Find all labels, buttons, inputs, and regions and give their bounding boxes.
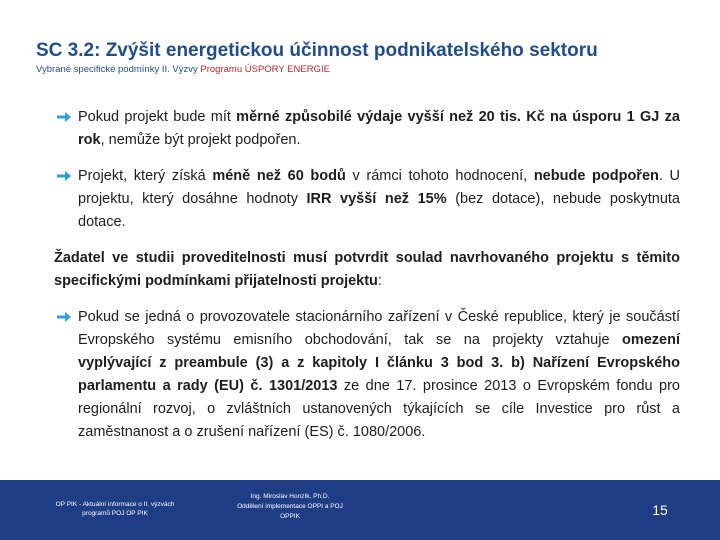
bullet-2-bold-irr: IRR vyšší než 15% <box>306 191 447 207</box>
bullet-2-bold-rejected: nebude podpořen <box>533 168 659 184</box>
footer-author-info <box>215 492 365 522</box>
bullet-3-bold: omezení vyplývající z preambule (3) a z kapitoly I článku 3 bod 3. b) Nařízení Evropského parlamentu a rady (EU) č. 1301/2013 <box>78 332 680 394</box>
bullet-2-text-end: (bez dotace), nebude poskytnuta dotace. <box>78 191 680 230</box>
footer-author-name: Ing. Miroslav Honzík, Ph.D. <box>250 493 330 500</box>
bullet-item-3 <box>56 306 680 444</box>
slide-content <box>56 106 680 457</box>
bullet-2-text-mid: v rámci tohoto hodnocení, <box>345 168 534 184</box>
arrow-right-icon <box>56 168 72 184</box>
paragraph-bold: Žadatel ve studii proveditelnosti musí potvrdit soulad navrhovaného projektu s těmito specifickými podmínkami přijatelnosti projektu <box>54 250 680 289</box>
bullet-3-text-end: ze dne 17. prosince 2013 o Evropském fondu pro regionální rozvoj, o zvláštních ustanovených týkajících se cíle Investice pro růst a zaměstnanost a o zrušení nařízení (ES) č. 1080/2006. <box>78 378 680 440</box>
subtitle-highlight: Programu ÚSPORY ENERGIE <box>200 64 330 75</box>
footer-left-line-2: programů POJ OP PIK <box>82 510 148 517</box>
footer-department: Oddělení implementace OPPI a POJ <box>237 503 343 510</box>
bullet-3-text: Pokud se jedná o provozovatele stacionárního zařízení v České republice, který je součástí Evropského systému emisního obchodování, tak se na projekty vztahuje <box>78 309 680 348</box>
slide-subtitle <box>36 64 696 75</box>
bullet-item-2 <box>56 165 680 234</box>
bullet-2-text-irr: . U projektu, který dosáhne hodnoty <box>78 168 681 207</box>
subtitle-text: Vybrané specifické podmínky II. Výzvy <box>36 64 201 75</box>
footer-presentation-info <box>30 500 200 518</box>
bullet-1-bold: měrné způsobilé výdaje vyšší než 20 tis. Kč na úsporu 1 GJ za rok <box>78 109 680 148</box>
bullet-1-text: Pokud projekt bude mít <box>78 109 237 125</box>
bullet-1-text-end: , nemůže být projekt podpořen. <box>100 132 301 148</box>
arrow-right-icon <box>56 309 72 325</box>
bullet-2-bold-score: méně než 60 bodů <box>212 168 346 184</box>
bullet-2-text: Projekt, který získá <box>78 168 213 184</box>
paragraph-colon: : <box>377 273 382 289</box>
footer-bar <box>0 480 720 540</box>
slide-title: SC 3.2: Zvýšit energetickou účinnost podnikatelského sektoru <box>36 40 598 61</box>
paragraph-applicant <box>54 247 680 293</box>
bullet-item-1 <box>56 106 680 152</box>
page-number: 15 <box>652 502 668 518</box>
footer-left-line-1: OP PIK - Aktuální informace o II. výzvách <box>55 501 175 508</box>
footer-program: OPPIK <box>280 513 300 520</box>
arrow-right-icon <box>56 109 72 125</box>
